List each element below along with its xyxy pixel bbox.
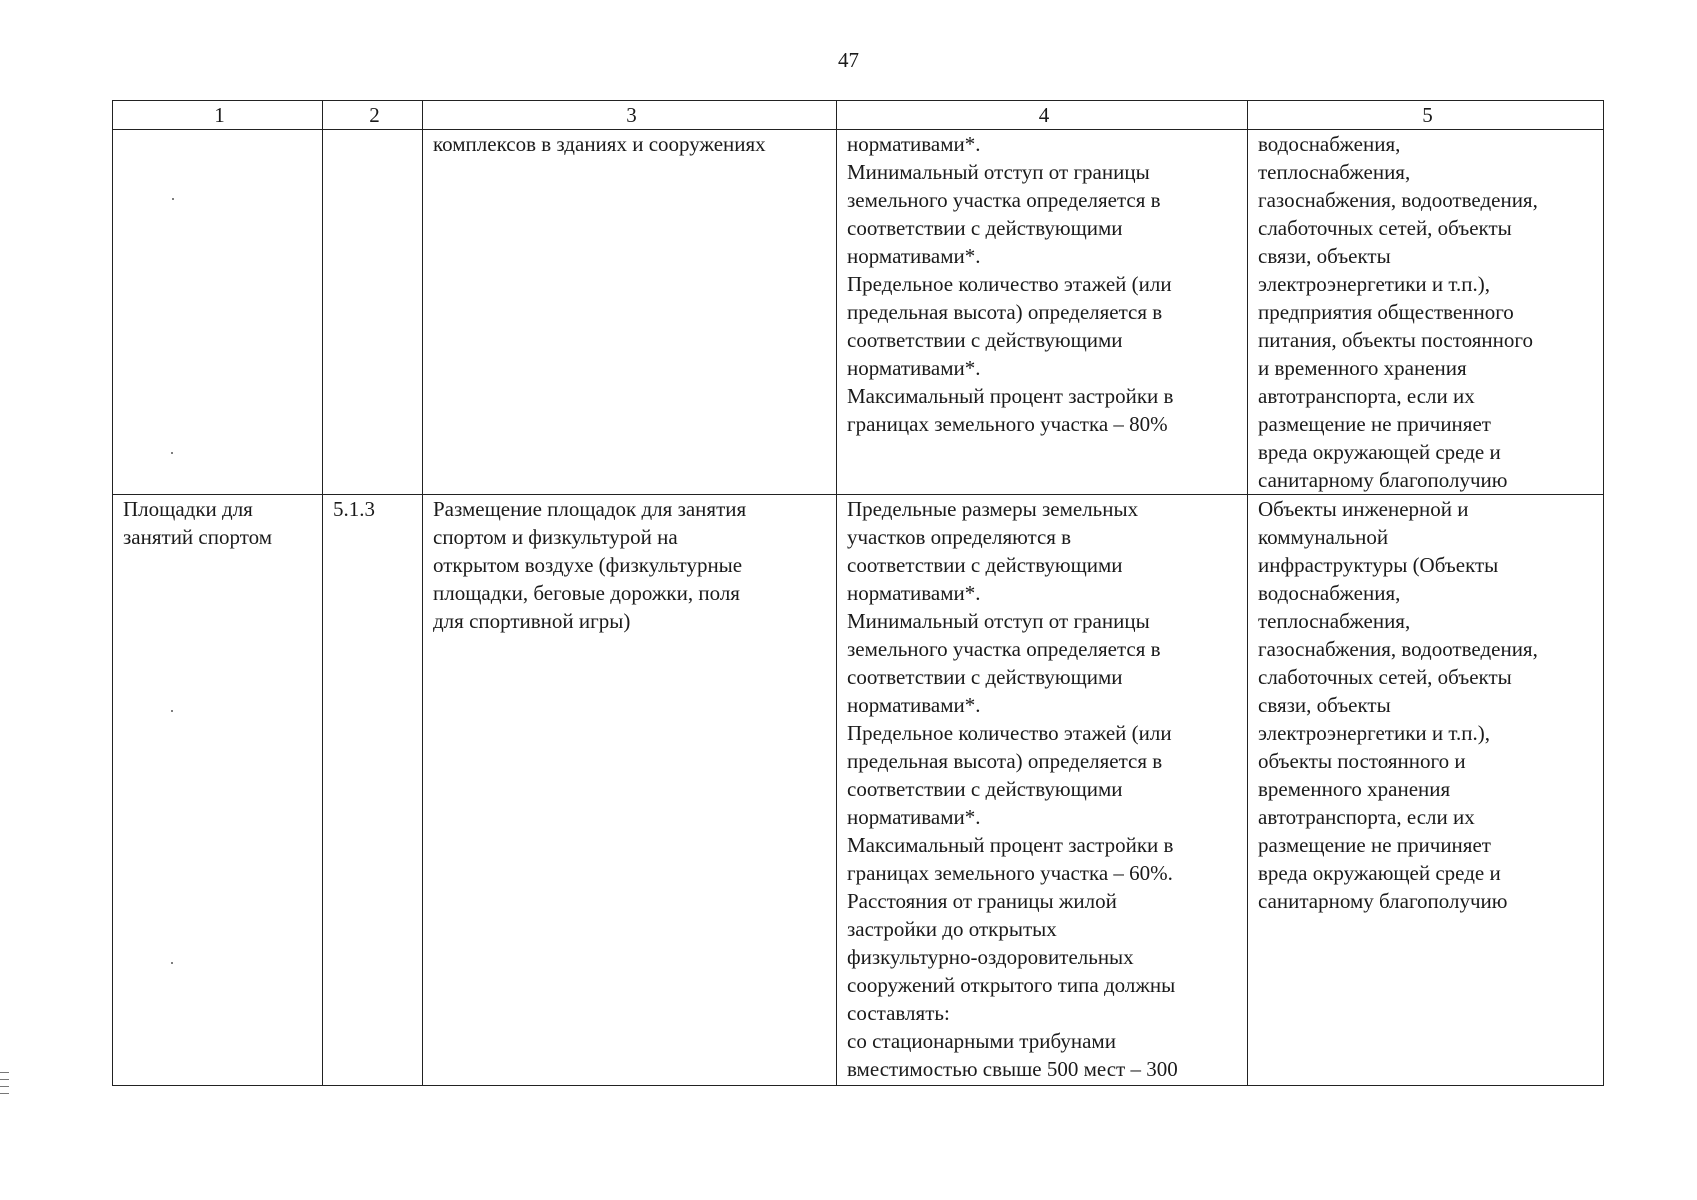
page-number: 47 [838, 48, 859, 72]
row1-code-cell [323, 130, 423, 495]
row1-auxiliary-uses-cell [1248, 130, 1604, 495]
row1-auxiliary-uses: водоснабжения, теплоснабжения, газоснабжения, водоотведения, слаботочных сетей, объекты связи, объекты электроэнергетики и т.п.), предприятия общественного питания, объекты постоянного и временного хранения автотранспорта, если их размещение не причиняет вреда окружающей среде и санитарному благополучию [1258, 132, 1538, 492]
scan-dot [171, 710, 173, 712]
row2-description: Размещение площадок для занятия спортом и физкультурой на открытом воздухе (физкультурные площадки, беговые дорожки, поля для спортивной игры) [433, 497, 747, 633]
header-col-3: 3 [423, 101, 837, 130]
header-col-4: 4 [837, 101, 1248, 130]
row2-name: Площадки для занятий спортом [123, 497, 272, 549]
row2-auxiliary-uses-cell [1248, 495, 1604, 1086]
header-col-5: 5 [1248, 101, 1604, 130]
scan-dot [171, 962, 173, 964]
row2-code: 5.1.3 [333, 497, 375, 521]
row2-name-cell [113, 495, 323, 1086]
header-col-1: 1 [113, 101, 323, 130]
scan-dot [172, 198, 174, 200]
header-col-2: 2 [323, 101, 423, 130]
header-row [113, 101, 1604, 130]
row2-parameters-cell [837, 495, 1248, 1086]
row1-name-cell [113, 130, 323, 495]
table-row [113, 495, 1604, 1086]
table-row [113, 130, 1604, 495]
row1-parameters: нормативами*. Минимальный отступ от границы земельного участка определяется в соответствии с действующими нормативами*. Предельное количество этажей (или предельная высота) определяется в соответствии с действующими нормативами*. Максимальный процент застройки в границах земельного участка – 80% [847, 132, 1174, 436]
row2-code-cell [323, 495, 423, 1086]
row2-parameters: Предельные размеры земельных участков определяются в соответствии с действующими нормативами*. Минимальный отступ от границы земельного участка определяется в соответствии с действующими нормативами*. Предельное количество этажей (или предельная высота) определяется в соответствии с действующими нормативами*. Максимальный процент застройки в границах земельного участка – 60%. Расстояния от границы жилой застройки до открытых физкультурно-оздоровительных сооружений открытого типа должны составлять: со стационарными трибунами вместимостью свыше 500 мест – 300 [847, 497, 1178, 1081]
row1-parameters-cell [837, 130, 1248, 495]
row2-description-cell [423, 495, 837, 1086]
scan-margin-ticks [0, 1072, 10, 1112]
regulations-table [112, 100, 1604, 1086]
table-header [113, 101, 1604, 130]
scan-dot [171, 452, 173, 454]
row1-description: комплексов в зданиях и сооружениях [433, 132, 766, 156]
row2-auxiliary-uses: Объекты инженерной и коммунальной инфраструктуры (Объекты водоснабжения, теплоснабжения, газоснабжения, водоотведения, слаботочных сетей, объекты связи, объекты электроэнергетики и т.п.), объекты постоянного и временного хранения автотранспорта, если их размещение не причиняет вреда окружающей среде и санитарному благополучию [1258, 497, 1538, 913]
row1-description-cell [423, 130, 837, 495]
